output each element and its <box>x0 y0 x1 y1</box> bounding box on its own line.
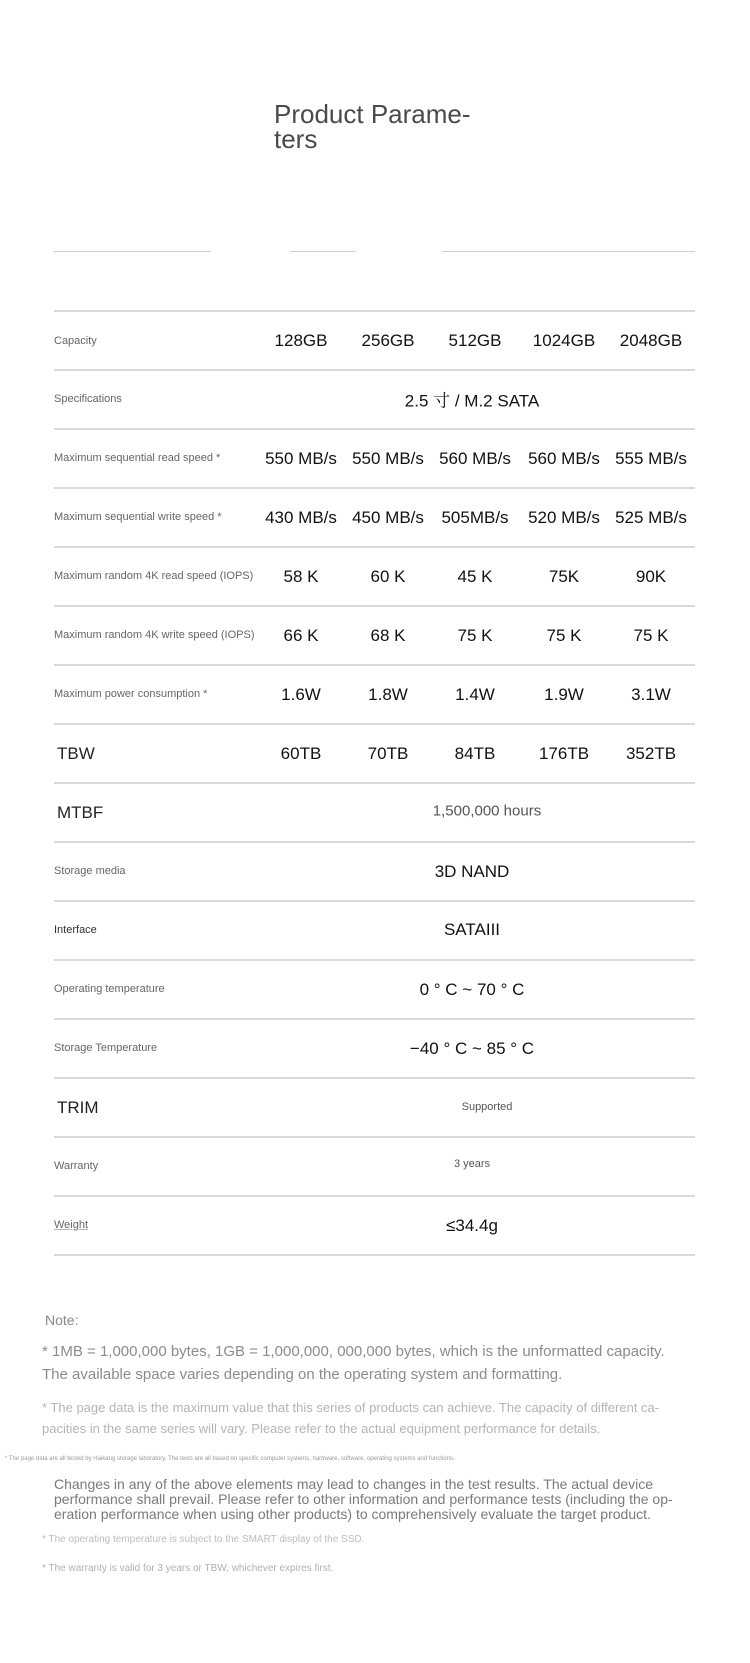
row-weight <box>54 1195 695 1256</box>
value-cell: 176TB <box>538 744 590 763</box>
capacity-note: * 1MB = 1,000,000 bytes, 1GB = 1,000,000, 000,000 bytes, which is the unformatted capacity. The available space varies depending on the operating system and formatting. <box>42 1343 665 1383</box>
value-cell: 90K <box>635 567 667 586</box>
value-cell: 75 K <box>633 626 669 645</box>
header-divider <box>290 251 356 252</box>
row-value: 3D NAND <box>434 862 510 881</box>
row-capacity <box>54 310 695 369</box>
value-cell: 555 MB/s <box>615 449 687 468</box>
row-label: Interface <box>54 924 97 936</box>
row-seq-write <box>54 487 695 546</box>
row-label: Specifications <box>54 393 122 405</box>
value-cell: 1.4W <box>455 685 495 704</box>
row-power <box>54 664 695 723</box>
temperature-note: * The operating temperature is subject to the SMART display of the SSD. <box>42 1534 365 1545</box>
value-cell: 525 MB/s <box>615 508 687 527</box>
row-label: Storage media <box>54 865 126 877</box>
value-cell: 58 K <box>283 567 319 586</box>
max-value-note: * The page data is the maximum value that this series of products can achieve. The capacity of different ca- pacities in the same series will vary. Please refer to the actual equipment performance for details. <box>42 1400 660 1436</box>
row-rand-read <box>54 546 695 605</box>
row-label: TRIM <box>57 1098 99 1117</box>
row-value: 0 ° C ~ 70 ° C <box>419 980 525 999</box>
row-value: 3 years <box>453 1158 491 1170</box>
value-cell: 45 K <box>457 567 493 586</box>
row-value: −40 ° C ~ 85 ° C <box>409 1039 535 1058</box>
capacity-cell: 128GB <box>274 331 328 350</box>
row-label: MTBF <box>57 803 104 822</box>
value-cell: 1.6W <box>281 685 321 704</box>
row-value: 2.5 寸 / M.2 SATA <box>404 391 540 411</box>
row-label: Maximum sequential read speed * <box>54 452 221 464</box>
row-label: Operating temperature <box>54 983 165 995</box>
row-value: SATAIII <box>443 920 501 939</box>
value-cell: 550 MB/s <box>265 449 337 468</box>
value-cell: 66 K <box>283 626 319 645</box>
value-cell: 450 MB/s <box>352 508 424 527</box>
row-storage-temperature <box>54 1018 695 1077</box>
value-cell: 430 MB/s <box>265 508 337 527</box>
value-cell: 75 K <box>546 626 582 645</box>
value-cell: 560 MB/s <box>439 449 511 468</box>
value-cell: 60TB <box>280 744 322 763</box>
lab-note: * The page data are all tested by Haikang storage laboratory. The tests are all based on specific computer systems, hardware, software, operating systems and functions. <box>5 1456 455 1462</box>
page-title: Product Parame- ters <box>274 99 471 154</box>
row-tbw <box>54 723 695 782</box>
row-operating-temperature <box>54 959 695 1018</box>
row-trim <box>54 1077 695 1136</box>
capacity-cell: 1024GB <box>532 331 596 350</box>
header-divider <box>442 251 695 252</box>
capacity-cell: 256GB <box>361 331 415 350</box>
value-cell: 60 K <box>370 567 406 586</box>
value-cell: 75 K <box>457 626 493 645</box>
row-label: Storage Temperature <box>54 1042 158 1054</box>
row-mtbf <box>54 782 695 841</box>
row-label: Maximum sequential write speed * <box>54 511 222 523</box>
capacity-cell: 512GB <box>448 331 502 350</box>
notes-heading: Note: <box>45 1312 79 1328</box>
row-value: 1,500,000 hours <box>432 802 542 820</box>
changes-note: Changes in any of the above elements may lead to changes in the test results. The actual device performance shall prevail. Please refer to other information and performance tests (including the op- eration performance when using other products) to comprehensively evaluate the target product. <box>54 1476 673 1522</box>
value-cell: 560 MB/s <box>528 449 600 468</box>
row-label: TBW <box>57 744 95 763</box>
header-divider <box>54 251 211 252</box>
row-warranty <box>54 1136 695 1195</box>
value-cell: 84TB <box>454 744 496 763</box>
value-cell: 1.9W <box>544 685 584 704</box>
row-interface <box>54 900 695 959</box>
warranty-note: * The warranty is valid for 3 years or TBW, whichever expires first. <box>42 1563 334 1574</box>
row-rand-write <box>54 605 695 664</box>
row-specifications <box>54 369 695 428</box>
row-value: ≤34.4g <box>446 1216 498 1235</box>
value-cell: 75K <box>548 567 580 586</box>
value-cell: 68 K <box>370 626 406 645</box>
row-seq-read <box>54 428 695 487</box>
value-cell: 3.1W <box>631 685 671 704</box>
row-storage-media <box>54 841 695 900</box>
row-label: Capacity <box>54 335 97 347</box>
row-label: Warranty <box>54 1160 99 1172</box>
value-cell: 70TB <box>367 744 409 763</box>
value-cell: 550 MB/s <box>352 449 424 468</box>
row-value: Supported <box>461 1101 513 1113</box>
row-label: Maximum random 4K write speed (IOPS) <box>54 629 255 641</box>
row-label: Maximum random 4K read speed (IOPS) <box>54 570 254 582</box>
value-cell: 352TB <box>625 744 677 763</box>
value-cell: 1.8W <box>368 685 408 704</box>
capacity-cell: 2048GB <box>619 331 683 350</box>
value-cell: 520 MB/s <box>528 508 600 527</box>
value-cell: 505MB/s <box>441 508 509 527</box>
row-label: Maximum power consumption * <box>54 688 208 700</box>
row-label: Weight <box>54 1219 89 1231</box>
